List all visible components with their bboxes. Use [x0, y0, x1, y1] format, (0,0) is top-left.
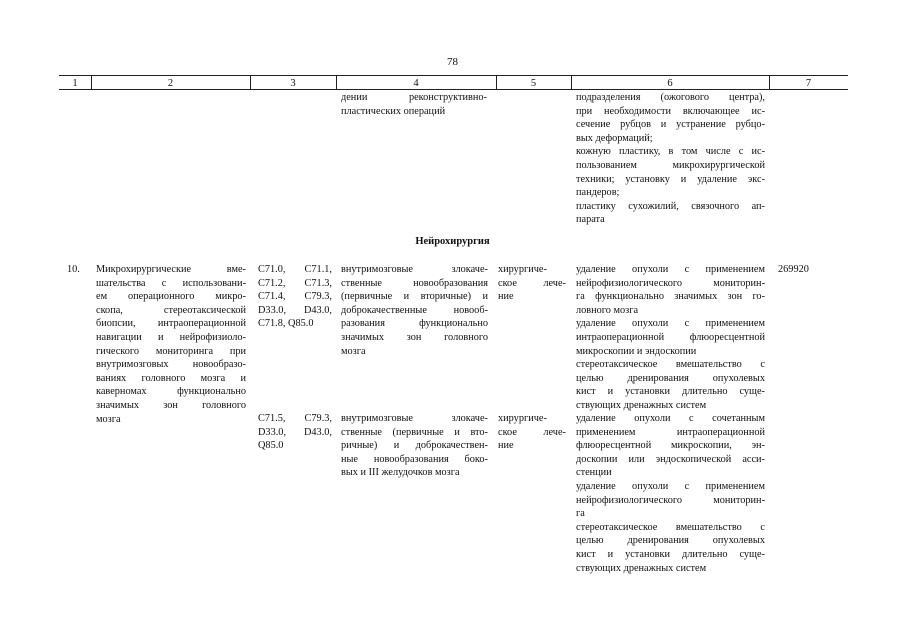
- price-value: 269920: [778, 264, 809, 275]
- text-line: нейрофизиологического мониторин-: [576, 277, 765, 289]
- column-number: 1: [72, 78, 78, 89]
- text-line: кожную пластику, в том числе с ис-: [576, 146, 765, 158]
- row-number-text: 10.: [67, 264, 80, 275]
- text-line: применением интраоперационной: [576, 426, 765, 438]
- treatment-type-group-2: [498, 412, 566, 453]
- text-line: хирургиче-: [498, 264, 547, 275]
- text-line: целью дренирования опухолевых: [576, 372, 765, 384]
- row-number: [67, 263, 89, 277]
- text-line: С71.0, С71.1,: [258, 264, 332, 275]
- text-line: кист и установки длительно суще-: [576, 548, 765, 560]
- text-line: удаление опухоли с применением: [576, 480, 765, 492]
- text-line: гического мониторинга при: [96, 345, 246, 357]
- text-line: техники; установку и удаление экс-: [576, 173, 765, 185]
- text-line: навигации и нейрофизиоло-: [96, 331, 246, 343]
- page-number: 78: [447, 56, 458, 68]
- text-line: флюоресцентной микроскопии, эн-: [576, 440, 765, 452]
- text-line: ем операционного микро-: [96, 291, 246, 303]
- price-cell: [778, 263, 838, 277]
- treatment-methods-group-2: [576, 412, 765, 575]
- text-line: пользованием микрохирургической: [576, 159, 765, 171]
- text-line: биопсии, интраоперационной: [96, 318, 246, 330]
- continuation-col6: [576, 91, 765, 227]
- text-line: дении реконструктивно-: [341, 92, 487, 103]
- patient-model-group-1: [341, 263, 488, 358]
- text-line: целью дренирования опухолевых: [576, 535, 765, 547]
- text-line: доброкачественные новооб-: [341, 304, 488, 316]
- text-line: ваниях головного мозга и: [96, 372, 246, 384]
- text-line: внутримозговые злокаче-: [341, 264, 488, 275]
- text-line: нейрофизиологического мониторин-: [576, 494, 765, 506]
- section-title: Нейрохирургия: [415, 236, 490, 247]
- patient-model-group-2: [341, 412, 488, 480]
- text-line: пластических операций: [341, 105, 446, 117]
- column-number: 3: [290, 78, 296, 89]
- text-line: мозга: [96, 413, 121, 425]
- text-line: значимых зон головного: [341, 331, 488, 343]
- text-line: вых и III желудочков мозга: [341, 467, 460, 479]
- text-line: при необходимости включающее ис-: [576, 105, 765, 117]
- text-line: ричные) и доброкачествен-: [341, 440, 488, 452]
- text-line: ные новообразования боко-: [341, 453, 488, 465]
- column-number: 4: [413, 78, 419, 89]
- text-line: пластику сухожилий, связочного ап-: [576, 200, 765, 212]
- text-line: ственные (первичные и вто-: [341, 426, 488, 438]
- text-line: микроскопии и эндоскопии: [576, 345, 697, 357]
- text-line: стенции: [576, 467, 612, 479]
- icd-codes-group-2: [258, 412, 332, 453]
- text-line: га функционально значимых зон го-: [576, 291, 765, 303]
- text-line: скопа, стереотаксической: [96, 304, 246, 316]
- text-line: С71.2, С71.3,: [258, 277, 332, 289]
- text-line: хирургиче-: [498, 413, 547, 424]
- text-line: ловного мозга: [576, 304, 639, 316]
- text-line: С71.4, С79.3,: [258, 291, 332, 303]
- text-line: мозга: [341, 345, 366, 357]
- text-line: шательства с использовани-: [96, 277, 246, 289]
- text-line: ское лече-: [498, 426, 566, 438]
- text-line: С71.5, С79.3,: [258, 413, 332, 424]
- column-number: 5: [530, 78, 537, 89]
- text-line: D33.0, D43.0,: [258, 304, 332, 316]
- header-top-rule: [59, 75, 848, 76]
- treatment-methods-group-1: [576, 263, 765, 413]
- text-line: удаление опухоли с сочетанным: [576, 413, 765, 424]
- text-line: (первичные и вторичные) и: [341, 291, 488, 303]
- text-line: пандеров;: [576, 187, 620, 199]
- text-line: удаление опухоли с применением: [576, 264, 765, 275]
- text-line: парата: [576, 214, 605, 226]
- text-line: С71.8, Q85.0: [258, 318, 314, 330]
- text-line: ние: [498, 440, 514, 452]
- text-line: га: [576, 508, 585, 520]
- text-line: сечение рубцов и устранение рубцо-: [576, 119, 765, 131]
- icd-codes-group-1: [258, 263, 332, 331]
- text-line: внутримозговых новообразо-: [96, 359, 246, 371]
- text-line: стереотаксическое вмешательство с: [576, 359, 765, 371]
- text-line: кист и установки длительно суще-: [576, 386, 765, 398]
- text-line: удаление опухоли с применением: [576, 318, 765, 330]
- text-line: интраоперационной флюоресцентной: [576, 331, 765, 343]
- text-line: ствующих дренажных систем: [576, 399, 707, 411]
- text-line: доскопии или эндоскопической асси-: [576, 453, 765, 465]
- column-number: 7: [805, 78, 812, 89]
- text-line: разования функционально: [341, 318, 488, 330]
- text-line: ское лече-: [498, 277, 566, 289]
- text-line: стереотаксическое вмешательство с: [576, 521, 765, 533]
- text-line: Q85.0: [258, 440, 284, 452]
- column-number: 2: [167, 78, 174, 89]
- text-line: подразделения (ожогового центра),: [576, 92, 765, 103]
- text-line: значимых зон головного: [96, 399, 246, 411]
- text-line: ствующих дренажных систем: [576, 562, 707, 574]
- text-line: Микрохирургические вме-: [96, 264, 246, 275]
- treatment-type-group-1: [498, 263, 566, 304]
- text-line: вых деформаций;: [576, 132, 653, 144]
- text-line: ние: [498, 291, 514, 303]
- procedure-name: [96, 263, 246, 426]
- text-line: каверномах функционально: [96, 386, 246, 398]
- text-line: D33.0, D43.0,: [258, 426, 332, 438]
- continuation-col4: [341, 91, 487, 118]
- text-line: внутримозговые злокаче-: [341, 413, 488, 424]
- text-line: ственные новообразования: [341, 277, 488, 289]
- column-number: 6: [667, 78, 673, 89]
